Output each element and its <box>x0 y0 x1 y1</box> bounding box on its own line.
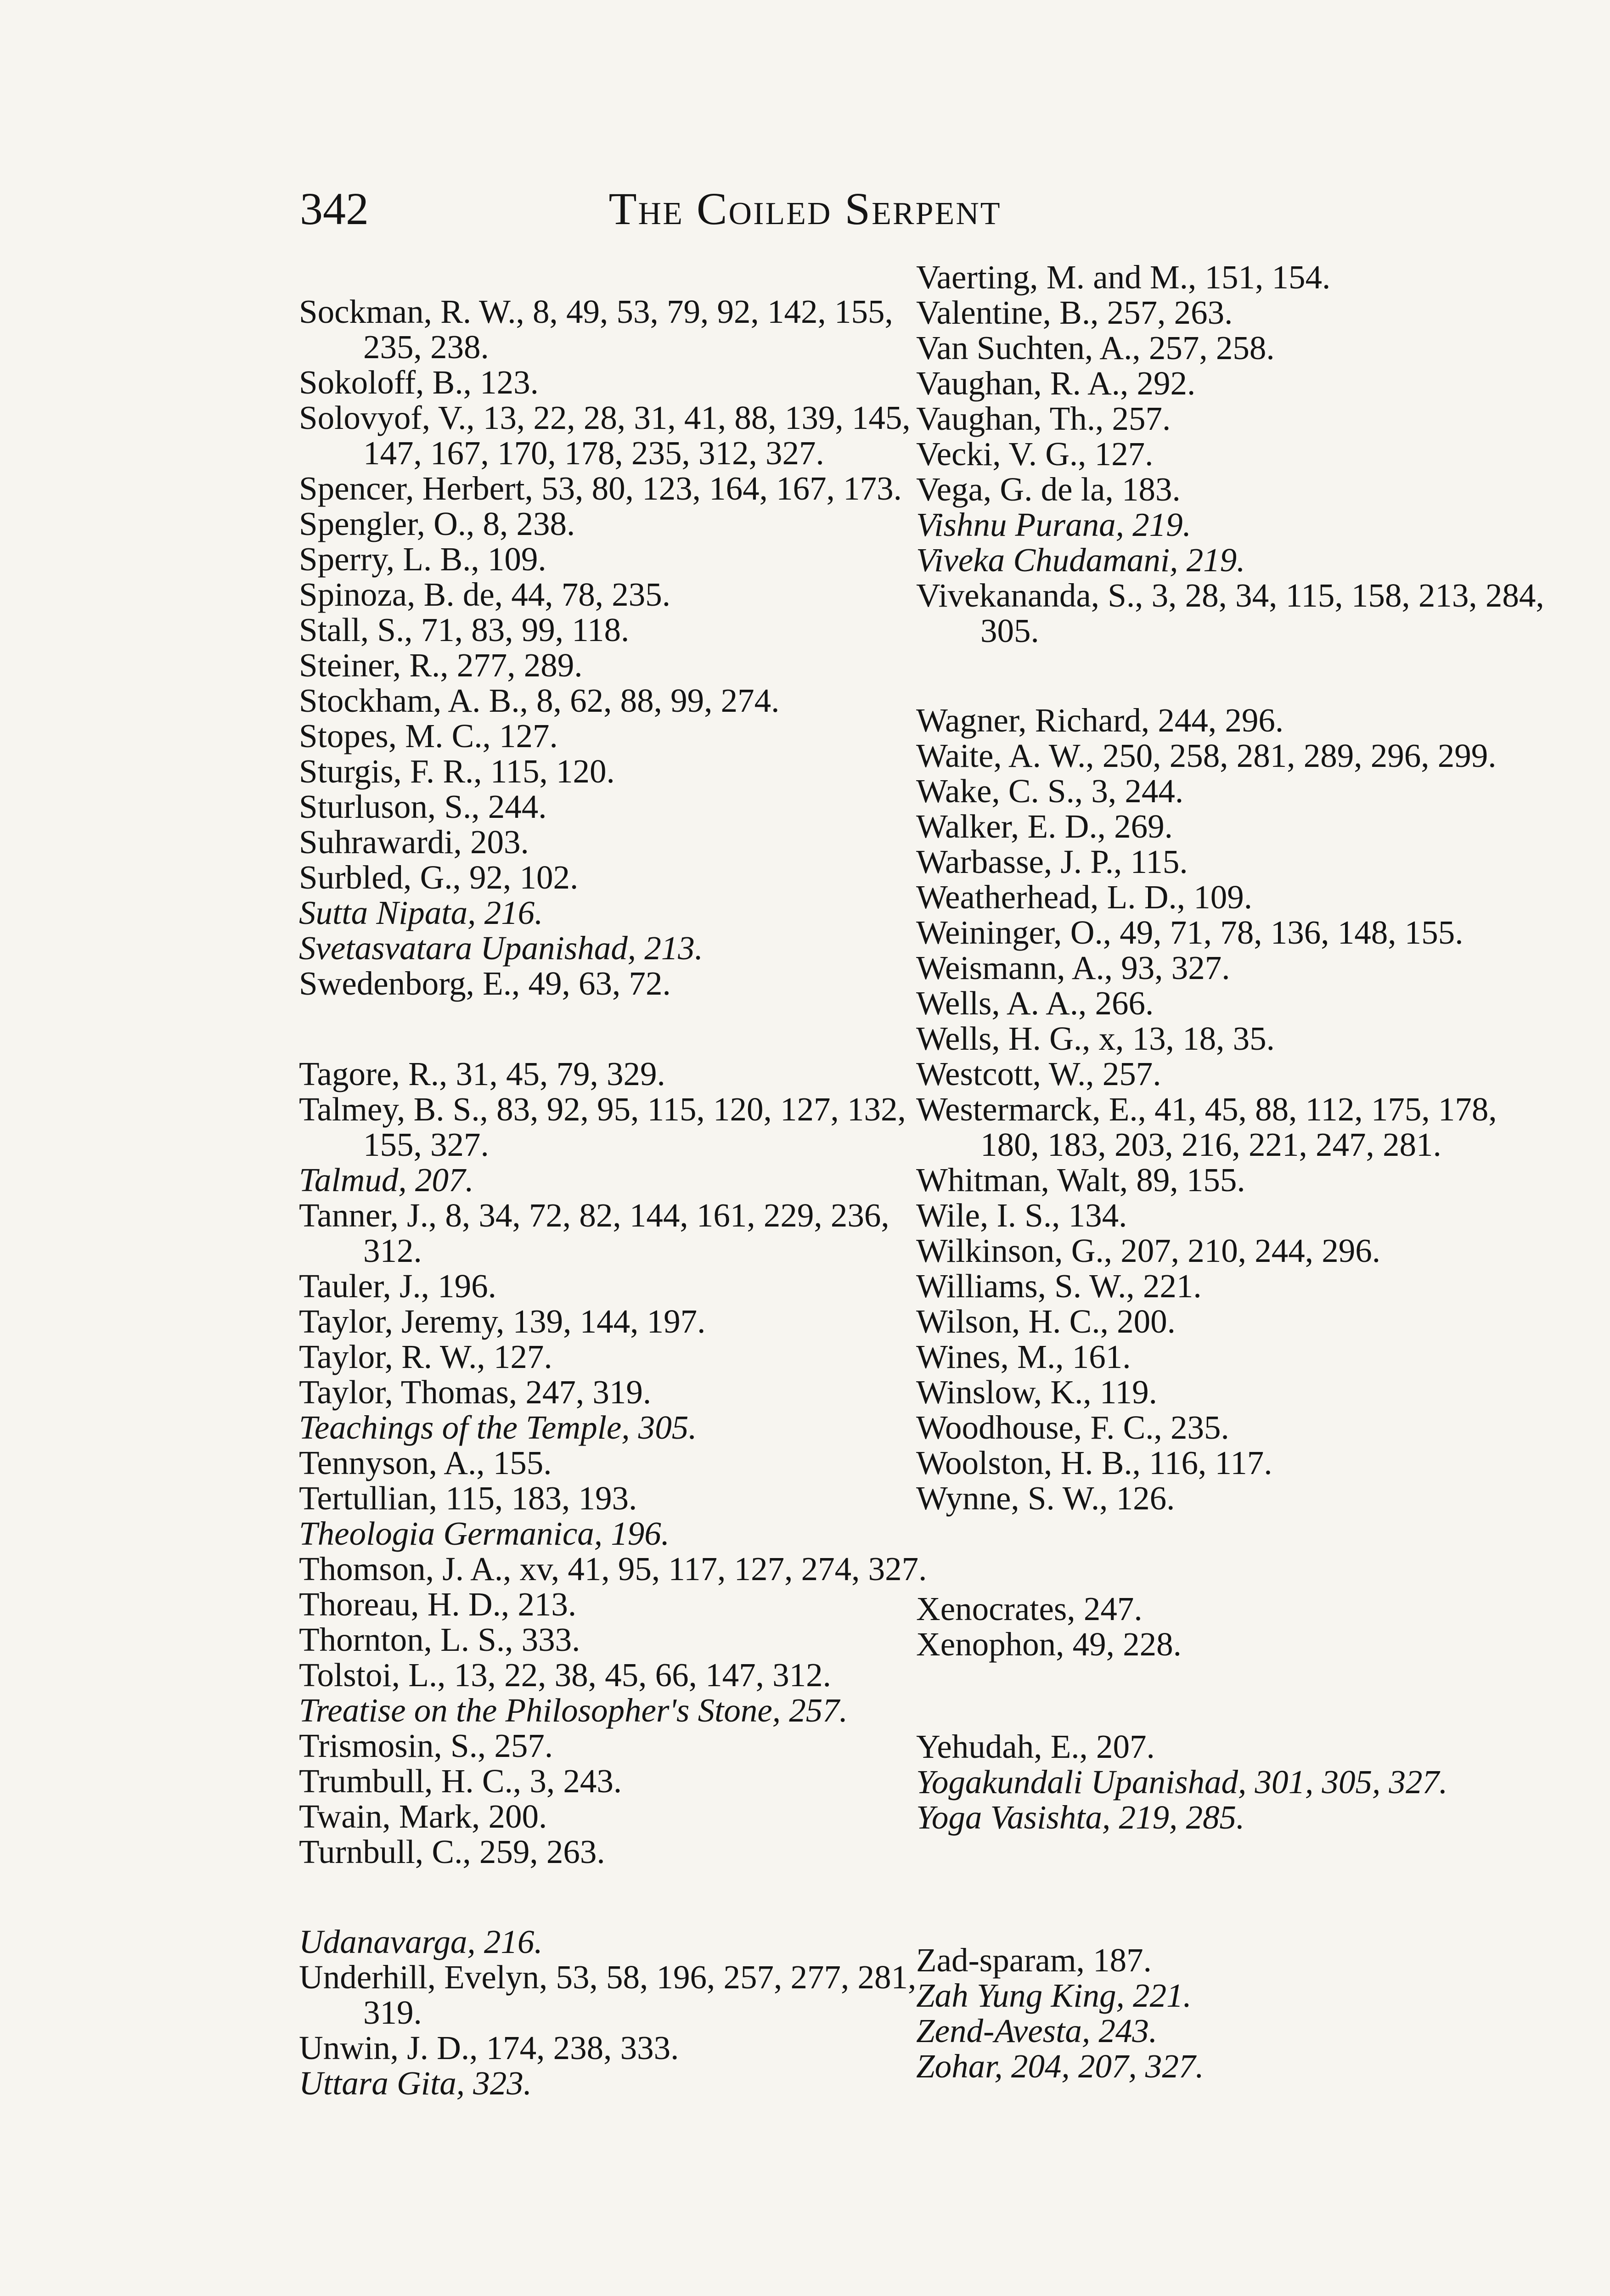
index-entry: Weismann, A., 93, 327. <box>916 949 1230 986</box>
index-entry: Solovyof, V., 13, 22, 28, 31, 41, 88, 139, 145, 147, 167, 170, 178, 235, 312, 327. <box>299 399 911 472</box>
index-entry: Zah Yung King, 221. <box>916 1977 1192 2014</box>
index-entry: Sockman, R. W., 8, 49, 53, 79, 92, 142, 155, 235, 238. <box>299 293 893 366</box>
index-entry: Zad-sparam, 187. <box>916 1941 1152 1979</box>
index-entry: Thoreau, H. D., 213. <box>299 1586 577 1623</box>
index-entry: Yogakundali Upanishad, 301, 305, 327. <box>916 1763 1448 1801</box>
index-letter-group <box>299 294 933 1001</box>
index-entry: Valentine, B., 257, 263. <box>916 294 1233 331</box>
page-number: 342 <box>300 183 369 234</box>
index-entry: Stockham, A. B., 8, 62, 88, 99, 274. <box>299 682 780 719</box>
index-entry: Whitman, Walt, 89, 155. <box>916 1161 1245 1199</box>
index-entry: Weatherhead, L. D., 109. <box>916 878 1252 916</box>
index-entry: Vivekananda, S., 3, 28, 34, 115, 158, 213, 284, 305. <box>916 577 1544 649</box>
index-entry: Swedenborg, E., 49, 63, 72. <box>299 965 671 1002</box>
index-entry: Spengler, O., 8, 238. <box>299 505 575 542</box>
index-entry: Taylor, R. W., 127. <box>299 1338 552 1375</box>
index-entry: Wile, I. S., 134. <box>916 1197 1127 1234</box>
index-entry: Tertullian, 115, 183, 193. <box>299 1480 637 1517</box>
index-entry: Thomson, J. A., xv, 41, 95, 117, 127, 274, 327. <box>299 1550 927 1587</box>
index-entry: Vaughan, R. A., 292. <box>916 365 1196 402</box>
index-entry: Winslow, K., 119. <box>916 1373 1157 1411</box>
index-entry: Zend-Avesta, 243. <box>916 2012 1158 2049</box>
index-entry: Vecki, V. G., 127. <box>916 435 1154 473</box>
index-entry: Udanavarga, 216. <box>299 1923 543 1960</box>
index-entry: Trumbull, H. C., 3, 243. <box>299 1762 622 1800</box>
index-entry: Taylor, Thomas, 247, 319. <box>299 1373 652 1411</box>
index-entry: Stopes, M. C., 127. <box>299 717 558 754</box>
index-entry: Wagner, Richard, 244, 296. <box>916 702 1284 739</box>
index-entry: Woolston, H. B., 116, 117. <box>916 1444 1272 1481</box>
index-entry: Sokoloff, B., 123. <box>299 364 539 401</box>
index-entry: Tanner, J., 8, 34, 72, 82, 144, 161, 229, 236, 312. <box>299 1197 889 1269</box>
index-entry: Wines, M., 161. <box>916 1338 1131 1375</box>
index-entry: Vishnu Purana, 219. <box>916 506 1191 543</box>
index-entry: Viveka Chudamani, 219. <box>916 541 1245 579</box>
index-entry: Westermarck, E., 41, 45, 88, 112, 175, 178, 180, 183, 203, 216, 221, 247, 281. <box>916 1091 1497 1163</box>
index-entry: Wilkinson, G., 207, 210, 244, 296. <box>916 1232 1380 1269</box>
index-letter-group <box>299 1056 933 1869</box>
index-entry: Talmud, 207. <box>299 1161 474 1199</box>
index-entry: Uttara Gita, 323. <box>299 2065 532 2102</box>
index-entry: Tennyson, A., 155. <box>299 1444 552 1481</box>
index-entry: Trismosin, S., 257. <box>299 1727 553 1764</box>
index-entry: Talmey, B. S., 83, 92, 95, 115, 120, 127, 132, 155, 327. <box>299 1091 906 1163</box>
index-entry: Tauler, J., 196. <box>299 1267 496 1305</box>
index-entry: Sperry, L. B., 109. <box>299 540 546 578</box>
index-entry: Williams, S. W., 221. <box>916 1267 1202 1305</box>
index-entry: Teachings of the Temple, 305. <box>299 1409 697 1446</box>
index-entry: Theologia Germanica, 196. <box>299 1515 670 1552</box>
index-entry: Turnbull, C., 259, 263. <box>299 1833 605 1870</box>
index-entry: Vaughan, Th., 257. <box>916 400 1171 437</box>
index-entry: Walker, E. D., 269. <box>916 808 1173 845</box>
index-entry: Weininger, O., 49, 71, 78, 136, 148, 155. <box>916 914 1464 951</box>
index-entry: Sturgis, F. R., 115, 120. <box>299 753 615 790</box>
index-entry: Vaerting, M. and M., 151, 154. <box>916 259 1331 296</box>
index-entry: Treatise on the Philosopher's Stone, 257. <box>299 1692 848 1729</box>
index-entry: Wynne, S. W., 126. <box>916 1480 1175 1517</box>
index-entry: Xenophon, 49, 228. <box>916 1626 1182 1663</box>
index-entry: Van Suchten, A., 257, 258. <box>916 329 1275 366</box>
index-entry: Warbasse, J. P., 115. <box>916 843 1188 880</box>
index-entry: Unwin, J. D., 174, 238, 333. <box>299 2029 679 2066</box>
index-entry: Suhrawardi, 203. <box>299 823 529 861</box>
index-entry: Stall, S., 71, 83, 99, 118. <box>299 611 630 648</box>
index-entry: Steiner, R., 277, 289. <box>299 647 583 684</box>
index-letter-group <box>299 1924 933 2101</box>
index-entry: Yoga Vasishta, 219, 285. <box>916 1799 1245 1836</box>
index-entry: Underhill, Evelyn, 53, 58, 196, 257, 277, 281, 319. <box>299 1958 917 2031</box>
running-title: The Coiled Serpent <box>608 183 1002 234</box>
index-letter-group <box>916 1591 1550 1662</box>
index-entry: Wells, H. G., x, 13, 18, 35. <box>916 1020 1275 1057</box>
index-entry: Westcott, W., 257. <box>916 1055 1161 1092</box>
index-entry: Woodhouse, F. C., 235. <box>916 1409 1229 1446</box>
index-entry: Vega, G. de la, 183. <box>916 471 1181 508</box>
index-entry: Svetasvatara Upanishad, 213. <box>299 929 703 967</box>
index-letter-group <box>916 1729 1550 1835</box>
index-entry: Spencer, Herbert, 53, 80, 123, 164, 167, 173. <box>299 470 902 507</box>
index-entry: Wilson, H. C., 200. <box>916 1303 1176 1340</box>
index-entry: Waite, A. W., 250, 258, 281, 289, 296, 299. <box>916 737 1497 774</box>
index-entry: Thornton, L. S., 333. <box>299 1621 580 1658</box>
index-entry: Twain, Mark, 200. <box>299 1798 547 1835</box>
index-entry: Wake, C. S., 3, 244. <box>916 772 1184 810</box>
index-entry: Xenocrates, 247. <box>916 1590 1143 1627</box>
index-entry: Tolstoi, L., 13, 22, 38, 45, 66, 147, 312. <box>299 1656 831 1694</box>
index-entry: Wells, A. A., 266. <box>916 985 1154 1022</box>
index-entry: Taylor, Jeremy, 139, 144, 197. <box>299 1303 706 1340</box>
index-entry: Surbled, G., 92, 102. <box>299 859 579 896</box>
index-letter-group <box>916 1942 1550 2084</box>
index-entry: Yehudah, E., 207. <box>916 1728 1155 1765</box>
index-entry: Spinoza, B. de, 44, 78, 235. <box>299 576 671 613</box>
index-entry: Sutta Nipata, 216. <box>299 894 543 931</box>
page-header <box>0 174 1610 243</box>
index-entry: Sturluson, S., 244. <box>299 788 547 825</box>
index-entry: Tagore, R., 31, 45, 79, 329. <box>299 1055 665 1092</box>
index-entry: Zohar, 204, 207, 327. <box>916 2048 1204 2085</box>
index-letter-group <box>916 259 1550 648</box>
index-letter-group <box>916 703 1550 1516</box>
